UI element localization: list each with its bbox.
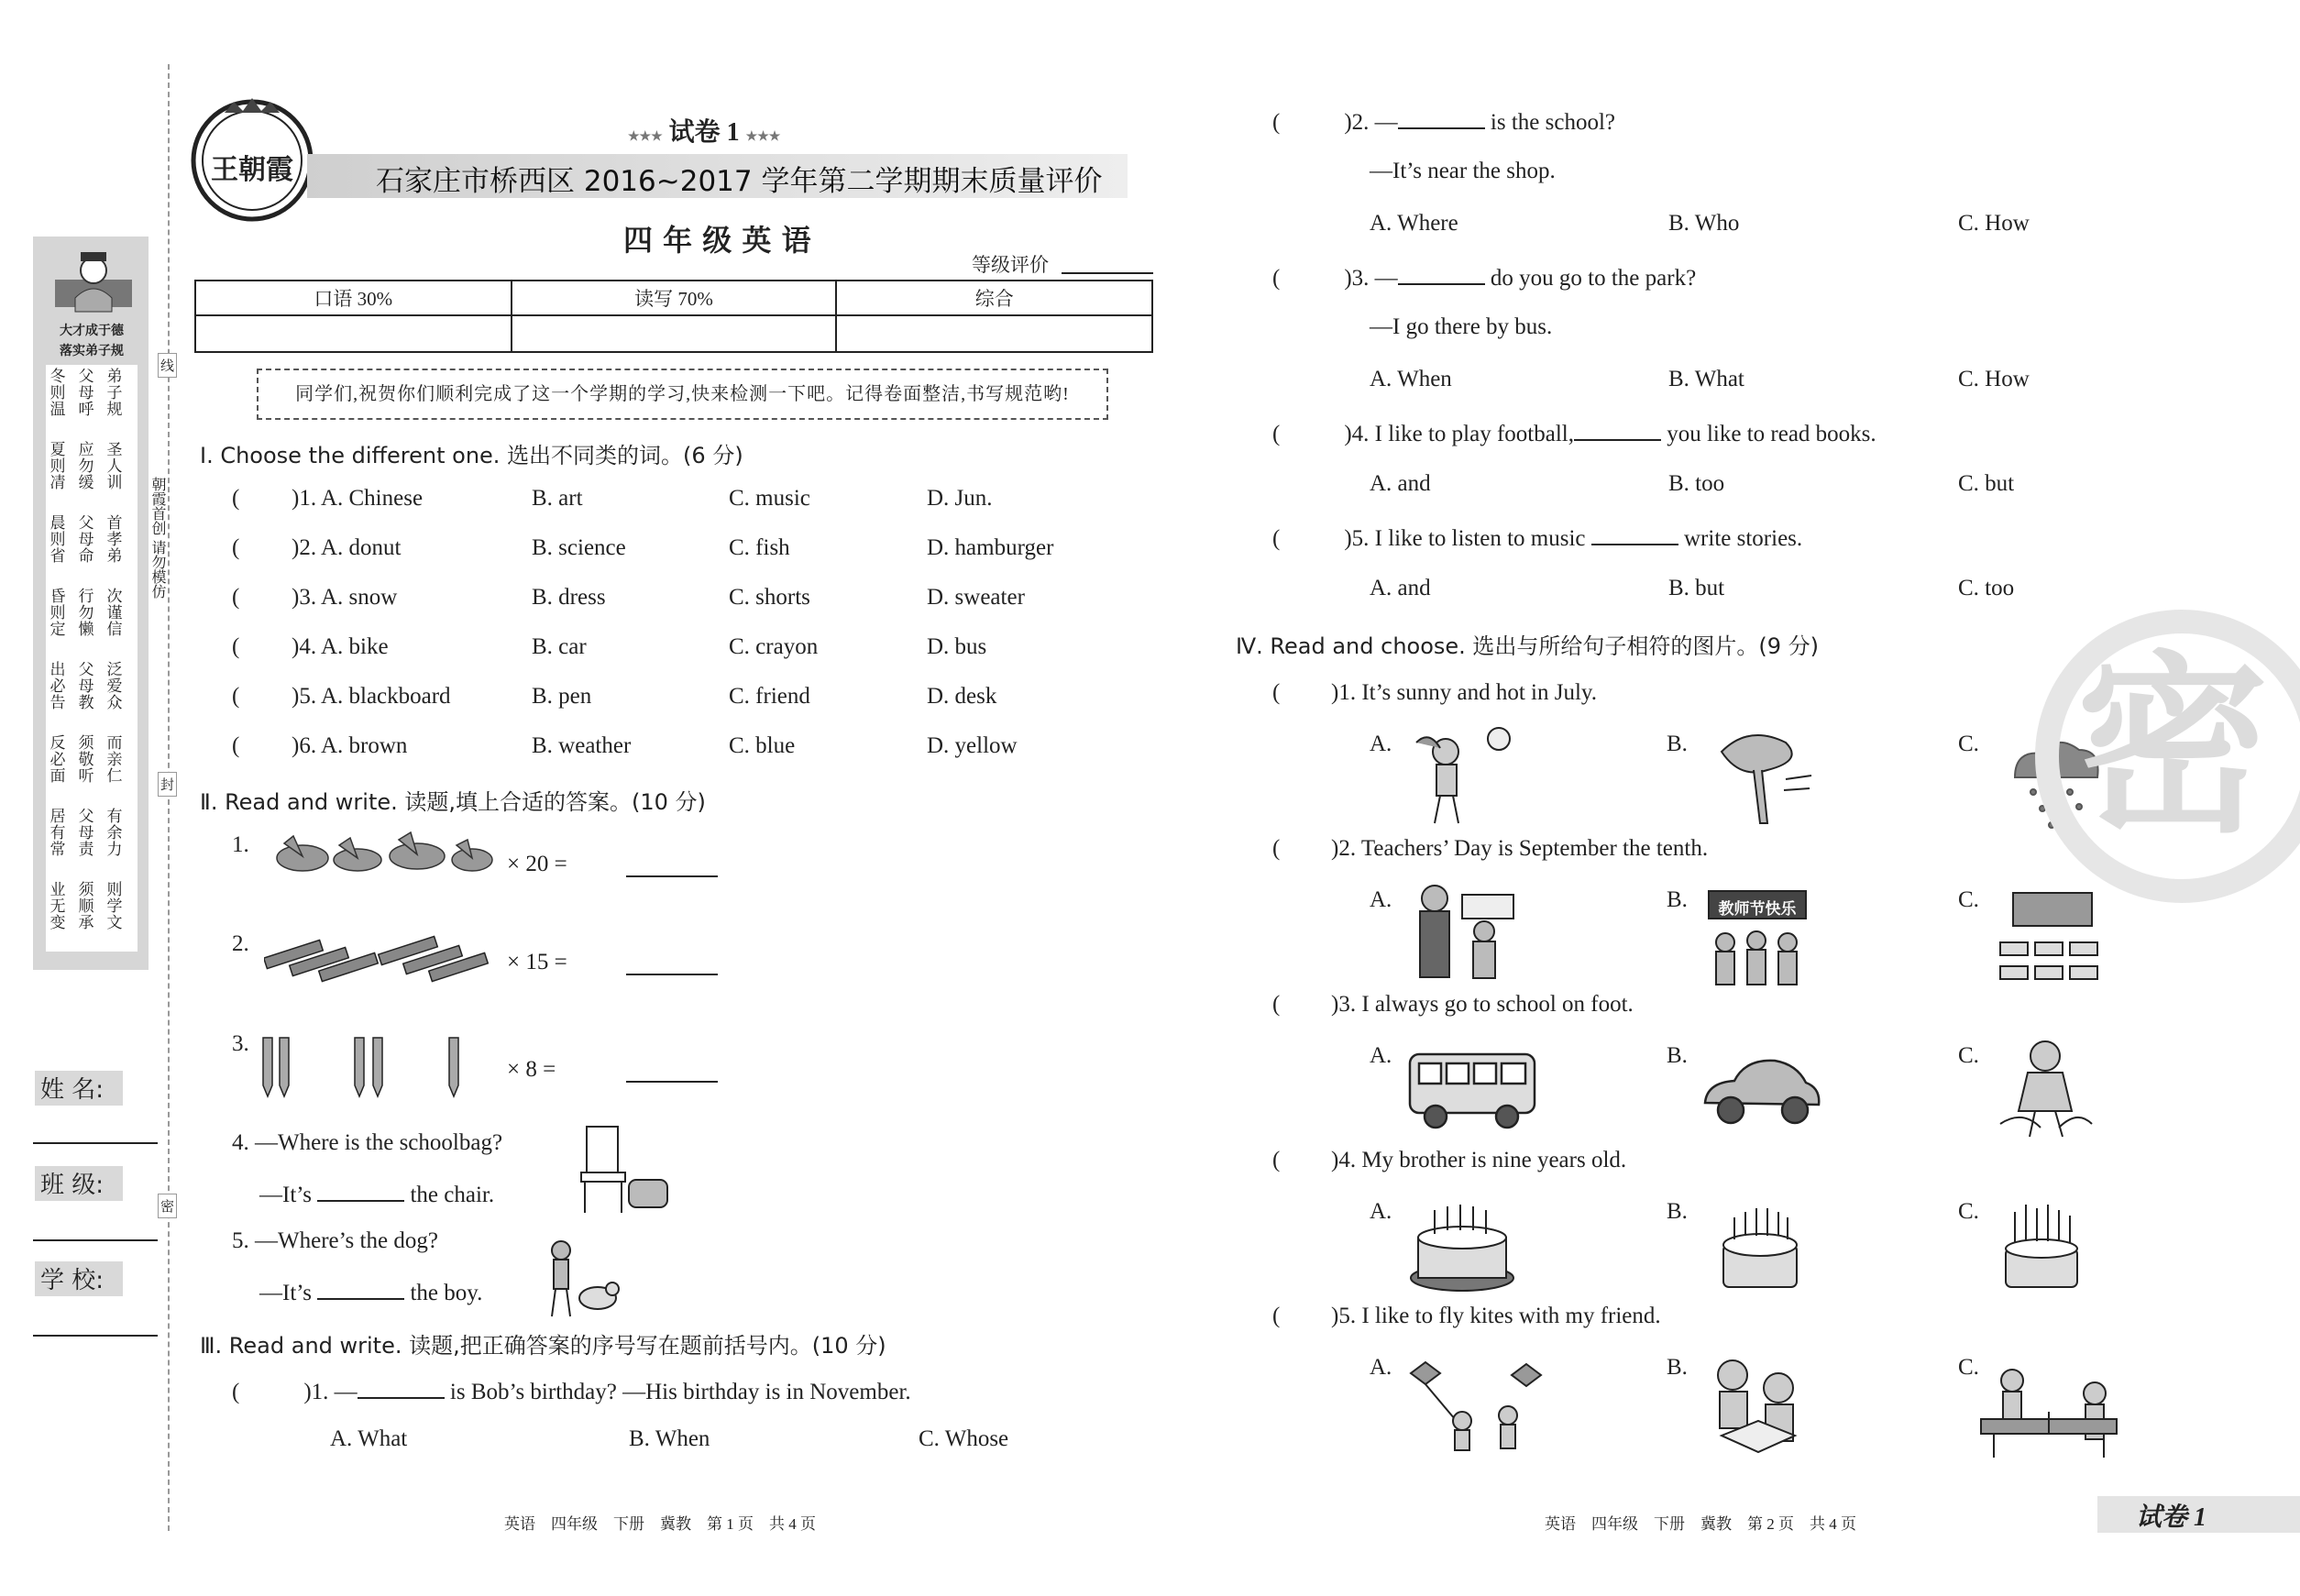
q3-5-line	[1272, 523, 1802, 552]
section-1-item-5-b: B. pen	[532, 684, 592, 709]
section-1-item-3-b: B. dress	[532, 585, 606, 610]
q2-5-blank[interactable]	[317, 1278, 404, 1300]
section-1-item-5-n: )5. A. blackboard	[292, 684, 451, 709]
score-table	[194, 280, 1153, 353]
section-4-q1-option-a[interactable]: A.	[1370, 732, 1392, 756]
q3-2-option-a: A. Where	[1370, 211, 1458, 236]
q3-2-line	[1272, 107, 1615, 136]
boy-dog-picture	[541, 1238, 623, 1324]
paper-tag-text: 试卷 1	[668, 118, 740, 147]
section-1-item-1-d: D. Jun.	[927, 486, 993, 511]
answer-paren[interactable]: (	[1272, 836, 1281, 861]
score-col-oral: 口语 30%	[195, 281, 512, 315]
answer-paren[interactable]: (	[1272, 110, 1281, 135]
q3-3-option-c: C. How	[1958, 367, 2030, 391]
dizigui-verse: 泛爱众	[106, 661, 123, 712]
q3-1-option-a: A. What	[330, 1426, 408, 1451]
class-field[interactable]	[33, 1239, 158, 1241]
q3-4-option-a: A. and	[1370, 471, 1431, 496]
q2-3-number: 3.	[232, 1031, 249, 1056]
cake-many-candles-picture	[1714, 1199, 1806, 1299]
answer-paren[interactable]: (	[1272, 680, 1281, 705]
section-1-item-1-n: )1. A. Chinese	[292, 486, 424, 511]
section-4-q3-option-c[interactable]: C.	[1958, 1043, 1979, 1068]
dizigui-verse: 圣人训	[106, 441, 123, 492]
section-1-item-3-n: )3. A. snow	[292, 585, 398, 610]
dizigui-verse: 须顺承	[78, 881, 94, 932]
boy-sun-picture	[1407, 724, 1517, 829]
section-4-q5-option-c[interactable]: C.	[1958, 1355, 1979, 1380]
school-field[interactable]	[33, 1335, 158, 1337]
section-1-item-6-c: C. blue	[729, 733, 796, 758]
q3-4-suffix: you like to read books.	[1667, 422, 1876, 446]
section-4-question-1: )1. It’s sunny and hot in July.	[1331, 680, 1598, 705]
dizigui-verse: 父母教	[78, 661, 94, 712]
section-1-item-6-n: )6. A. brown	[292, 733, 408, 758]
q3-2-answer: —It’s near the shop.	[1370, 159, 1556, 183]
rulers-picture	[264, 929, 493, 987]
q2-5-question: 5. —Where’s the dog?	[232, 1228, 438, 1253]
dizigui-verse: 父母责	[78, 808, 94, 859]
section-4-q5-option-b[interactable]: B.	[1667, 1355, 1688, 1380]
section-1-item-5-d: D. desk	[927, 684, 997, 709]
q2-5-answer-line	[259, 1278, 482, 1306]
section-1-item-5-c: C. friend	[729, 684, 810, 709]
footer-paper-tag: 试卷 1	[2136, 1503, 2207, 1532]
q3-5-option-b: B. but	[1668, 576, 1725, 600]
q3-4-option-b: B. too	[1668, 471, 1725, 496]
section-4-question-2: )2. Teachers’ Day is September the tenth.	[1331, 836, 1709, 861]
school-label: 学 校:	[35, 1261, 123, 1296]
q3-2-blank[interactable]	[1398, 107, 1485, 129]
dizigui-verse: 而亲仁	[106, 734, 123, 786]
dizigui-verse: 次谨信	[106, 588, 123, 639]
q2-5-suffix: the boy.	[410, 1281, 483, 1305]
section-4-q4-option-a[interactable]: A.	[1370, 1199, 1392, 1224]
q3-1-suffix: is Bob’s birthday? —His birthday is in November.	[449, 1380, 911, 1404]
dizigui-verse: 父母呼	[78, 368, 94, 419]
class-label: 班 级:	[35, 1166, 123, 1201]
section-1-item-2-n: )2. A. donut	[292, 535, 402, 560]
section-3-title: Ⅲ. Read and write. 读题,把正确答案的序号写在题前括号内。(10 分)	[200, 1333, 886, 1359]
q3-1-line	[232, 1377, 911, 1405]
q3-2-option-c: C. How	[1958, 211, 2030, 236]
section-4-question-5: )5. I like to fly kites with my friend.	[1331, 1304, 1661, 1328]
q2-2-answer[interactable]	[626, 974, 718, 975]
star-icon: ★★★	[628, 130, 663, 144]
score-cell[interactable]	[836, 315, 1152, 352]
section-4-question-3: )3. I always go to school on foot.	[1331, 992, 1634, 1017]
q2-2-multiply: × 15 =	[507, 950, 567, 974]
teacher-students-picture	[1407, 880, 1517, 989]
q2-5-prefix: —It’s	[259, 1281, 312, 1305]
chair-bag-picture	[576, 1123, 677, 1218]
section-1-item-4-n: )4. A. bike	[292, 634, 389, 659]
answer-paren[interactable]: (	[1272, 992, 1281, 1017]
q3-1-option-c: C. Whose	[919, 1426, 1009, 1451]
dizigui-verse: 有余力	[106, 808, 123, 859]
birds-picture	[266, 825, 495, 884]
section-4-q1-option-b[interactable]: B.	[1667, 732, 1688, 756]
section-2-title: Ⅱ. Read and write. 读题,填上合适的答案。(10 分)	[200, 789, 706, 815]
seal-char-1: 线	[158, 353, 177, 378]
answer-paren[interactable]: (	[232, 535, 240, 560]
name-field[interactable]	[33, 1142, 158, 1144]
section-4-q4-option-c[interactable]: C.	[1958, 1199, 1979, 1224]
section-1-item-2-c: C. fish	[729, 535, 790, 560]
star-icon: ★★★	[745, 130, 781, 144]
footer-right: 英语 四年级 下册 冀教 第 2 页 共 4 页	[1545, 1515, 1856, 1533]
q3-4-option-c: C. but	[1958, 471, 2015, 496]
exam-title: 石家庄市桥西区 2016~2017 学年第二学期期末质量评价	[376, 165, 1103, 198]
section-4-q1-option-c[interactable]: C.	[1958, 732, 1979, 756]
dizigui-verse: 出必告	[50, 661, 66, 712]
windy-tree-picture	[1703, 724, 1813, 829]
answer-paren[interactable]: (	[232, 634, 240, 659]
q3-3-suffix: do you go to the park?	[1490, 266, 1697, 291]
q2-3-multiply: × 8 =	[507, 1057, 556, 1082]
answer-paren[interactable]: (	[232, 684, 240, 709]
answer-paren[interactable]: (	[1272, 1148, 1281, 1172]
section-1-item-6-d: D. yellow	[927, 733, 1018, 758]
paper-tag-top	[628, 112, 780, 149]
greeting-box: 同学们,祝贺你们顺利完成了这一个学期的学习,快来检测一下吧。记得卷面整洁,书写规范哟!	[257, 369, 1108, 420]
car-picture	[1698, 1050, 1826, 1136]
section-4-title: Ⅳ. Read and choose. 选出与所给句子相符的图片。(9 分)	[1236, 633, 1820, 659]
answer-paren[interactable]: (	[1272, 1304, 1281, 1328]
answer-paren[interactable]: (	[1272, 266, 1281, 291]
subject-title: 四 年 级 英 语	[623, 223, 811, 258]
footer-left: 英语 四年级 下册 冀教 第 1 页 共 4 页	[504, 1515, 816, 1533]
q3-1-prefix: )1. —	[303, 1380, 358, 1404]
bus-picture	[1404, 1045, 1542, 1136]
classroom-picture	[1995, 887, 2105, 996]
section-1-item-2-d: D. hamburger	[927, 535, 1054, 560]
answer-paren[interactable]: (	[1272, 526, 1281, 551]
name-label: 姓 名:	[35, 1071, 123, 1106]
dizigui-verse: 应勿缓	[78, 441, 94, 492]
q3-5-suffix: write stories.	[1684, 526, 1803, 551]
dizigui-verse: 昏则定	[50, 588, 66, 639]
girl-walking-picture	[1995, 1036, 2096, 1145]
section-1-title: Ⅰ. Choose the different one. 选出不同类的词。(6 分)	[200, 443, 743, 468]
watermark-char: 密	[2076, 634, 2270, 859]
answer-paren[interactable]: (	[1272, 422, 1281, 446]
section-1-item-4-d: D. bus	[927, 634, 987, 659]
section-1-item-3-c: C. shorts	[729, 585, 810, 610]
q2-4-answer-line	[259, 1180, 494, 1208]
q3-4-line	[1272, 419, 1876, 447]
q2-2-number: 2.	[232, 931, 249, 956]
seal-char-3: 密	[158, 1194, 177, 1218]
dizigui-verse: 须敬听	[78, 734, 94, 786]
dizigui-verse: 反必面	[50, 734, 66, 786]
q3-3-line	[1272, 263, 1696, 292]
dizigui-verse: 弟子规	[106, 368, 123, 419]
q2-1-multiply: × 20 =	[507, 852, 567, 876]
section-1-item-3-d: D. sweater	[927, 585, 1025, 610]
section-1-item-4-b: B. car	[532, 634, 587, 659]
q2-4-question: 4. —Where is the schoolbag?	[232, 1130, 503, 1155]
score-cell[interactable]	[512, 315, 837, 352]
answer-paren[interactable]: (	[232, 585, 240, 610]
q3-2-prefix: )2. —	[1344, 110, 1398, 135]
kids-reading-picture	[1703, 1355, 1813, 1459]
q3-1-option-b: B. When	[629, 1426, 710, 1451]
section-1-item-1-c: C. music	[729, 486, 810, 511]
q3-4-prefix: )4. I like to play football,	[1344, 422, 1574, 446]
kite-flying-picture	[1407, 1355, 1554, 1459]
q3-4-blank[interactable]	[1574, 419, 1661, 441]
section-1-item-2-b: B. science	[532, 535, 626, 560]
binding-dashed-line	[168, 64, 170, 1531]
dizigui-verse: 业无变	[50, 881, 66, 932]
answer-paren[interactable]: (	[232, 486, 240, 511]
q2-4-suffix: the chair.	[410, 1183, 495, 1207]
section-4-question-4: )4. My brother is nine years old.	[1331, 1148, 1627, 1172]
table-tennis-picture	[1975, 1366, 2122, 1466]
q3-3-blank[interactable]	[1398, 263, 1485, 285]
q3-2-option-b: B. Who	[1668, 211, 1740, 236]
dizigui-verse: 夏则凊	[50, 441, 66, 492]
section-1-item-6-b: B. weather	[532, 733, 632, 758]
grade-label: 等级评价	[972, 254, 1049, 276]
q3-2-suffix: is the school?	[1490, 110, 1615, 135]
score-col-total: 综合	[836, 281, 1152, 315]
dizigui-verse: 居有常	[50, 808, 66, 859]
section-4-q5-option-a[interactable]: A.	[1370, 1355, 1392, 1380]
section-4-q4-option-b[interactable]: B.	[1667, 1199, 1688, 1224]
q3-5-blank[interactable]	[1591, 523, 1678, 545]
dizigui-verse: 晨则省	[50, 514, 66, 566]
answer-paren[interactable]: (	[232, 1380, 240, 1404]
q3-3-option-b: B. What	[1668, 367, 1744, 391]
logo-text: 王朝霞	[211, 154, 293, 186]
dizigui-verse: 则学文	[106, 881, 123, 932]
q2-1-answer[interactable]	[626, 875, 718, 877]
section-1-item-1-b: B. art	[532, 486, 583, 511]
scholar-figure	[48, 243, 139, 322]
q3-3-prefix: )3. —	[1344, 266, 1398, 291]
dizigui-verse: 冬则温	[50, 368, 66, 419]
copyright-note: 朝霞首创 请勿模仿	[149, 477, 167, 600]
section-4-q2-option-b[interactable]: B.	[1667, 887, 1688, 912]
section-4-q3-option-a[interactable]: A.	[1370, 1043, 1392, 1068]
q3-1-blank[interactable]	[358, 1377, 445, 1399]
section-4-q3-option-b[interactable]: B.	[1667, 1043, 1688, 1068]
section-4-q2-option-a[interactable]: A.	[1370, 887, 1392, 912]
cake-tall-picture	[2000, 1199, 2083, 1299]
q3-3-answer: —I go there by bus.	[1370, 314, 1553, 339]
q3-5-prefix: )5. I like to listen to music	[1344, 526, 1586, 551]
q2-4-prefix: —It’s	[259, 1183, 312, 1207]
section-1-item-4-c: C. crayon	[729, 634, 819, 659]
q2-3-answer[interactable]	[626, 1081, 718, 1083]
answer-paren[interactable]: (	[232, 733, 240, 758]
cake-9-candles-picture	[1407, 1199, 1517, 1299]
pencils-picture	[261, 1036, 472, 1104]
seal-char-2: 封	[158, 772, 177, 797]
motto-2: 落实弟子规	[60, 344, 124, 358]
dizigui-verse: 父母命	[78, 514, 94, 566]
q3-5-option-c: C. too	[1958, 576, 2015, 600]
q2-1-number: 1.	[232, 832, 249, 857]
score-col-readwrite: 读写 70%	[512, 281, 837, 315]
q3-5-option-a: A. and	[1370, 576, 1431, 600]
dizigui-verse: 行勿懒	[78, 588, 94, 639]
teachers-day-sign-text: 教师节快乐	[1718, 900, 1797, 919]
grade-field[interactable]	[1062, 272, 1153, 274]
q2-4-blank[interactable]	[317, 1180, 404, 1202]
dizigui-verse: 首孝弟	[106, 514, 123, 566]
q3-3-option-a: A. When	[1370, 367, 1452, 391]
motto-1: 大才成于德	[60, 324, 124, 338]
section-4-q2-option-c[interactable]: C.	[1958, 887, 1979, 912]
score-cell[interactable]	[195, 315, 512, 352]
